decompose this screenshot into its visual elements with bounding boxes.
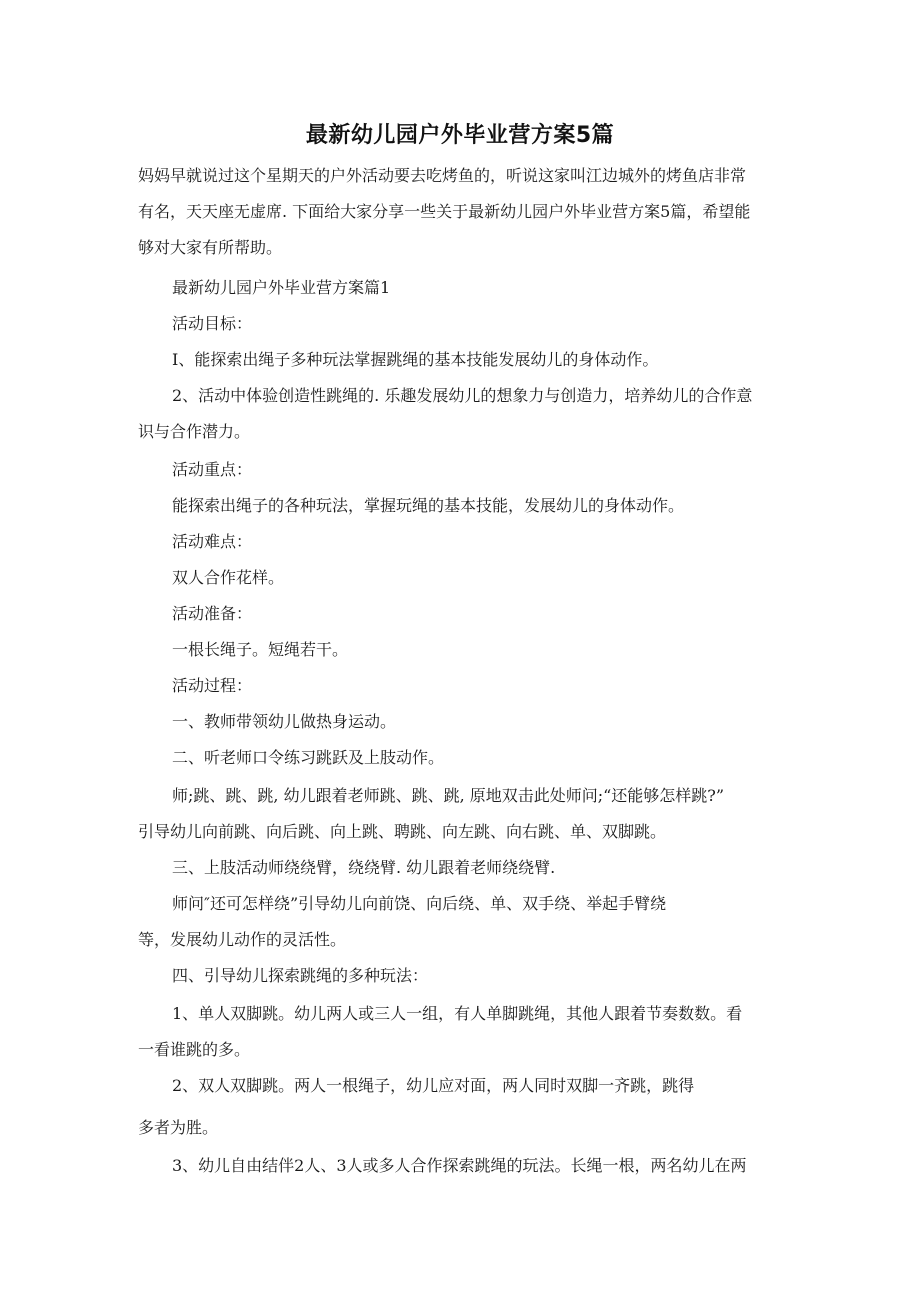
play-3-line-1: 3、幼儿自由结伴2人、3人或多人合作探索跳绳的玩法。长绳一根，两名幼儿在两 bbox=[172, 1156, 747, 1175]
step-4: 四、引导幼儿探索跳绳的多种玩法： bbox=[172, 966, 429, 985]
key-label: 活动重点： bbox=[172, 460, 253, 479]
prep-text: 一根长绳子。短绳若干。 bbox=[172, 640, 349, 659]
goals-label: 活动目标： bbox=[172, 314, 253, 333]
prep-label: 活动准备： bbox=[172, 604, 253, 623]
goal-1: I、能探索出绳子多种玩法掌握跳绳的基本技能发展幼儿的身体动作。 bbox=[172, 350, 659, 369]
intro-line-2: 有名，天天座无虚席. 下面给大家分享一些关于最新幼儿园户外毕业营方案5篇，希望能 bbox=[138, 202, 751, 221]
play-1-line-1: 1、单人双脚跳。幼儿两人或三人一组，有人单脚跳绳，其他人跟着节奏数数。看 bbox=[172, 1004, 743, 1023]
goal-2-line-2: 识与合作潜力。 bbox=[138, 422, 251, 441]
process-label: 活动过程： bbox=[172, 676, 253, 695]
step-3-detail-line-1: 师问″还可怎样绕”引导幼儿向前饶、向后绕、单、双手绕、举起手臂绕 bbox=[172, 894, 667, 913]
goal-2-line-1: 2、活动中体验创造性跳绳的. 乐趣发展幼儿的想象力与创造力，培养幼儿的合作意 bbox=[172, 386, 753, 405]
play-1-line-2: 一看谁跳的多。 bbox=[138, 1040, 251, 1059]
difficulty-text: 双人合作花样。 bbox=[172, 568, 285, 587]
play-2-line-2: 多者为胜。 bbox=[138, 1118, 219, 1137]
step-2-detail-line-2: 引导幼儿向前跳、向后跳、向上跳、聘跳、向左跳、向右跳、单、双脚跳。 bbox=[138, 822, 667, 841]
difficulty-label: 活动难点： bbox=[172, 532, 253, 551]
step-2-detail-line-1: 师;跳、跳、跳, 幼儿跟着老师跳、跳、跳, 原地双击此处师问;“还能够怎样跳?” bbox=[172, 786, 725, 805]
intro-line-1: 妈妈早就说过这个星期天的户外活动要去吃烤鱼的，听说这家叫江边城外的烤鱼店非常 bbox=[138, 166, 747, 185]
section-heading: 最新幼儿园户外毕业营方案篇1 bbox=[172, 278, 391, 297]
document-title: 最新幼儿园户外毕业营方案5篇 bbox=[305, 123, 615, 148]
step-3-detail-line-2: 等，发展幼儿动作的灵活性。 bbox=[138, 930, 347, 949]
step-1: 一、教师带领幼儿做热身运动。 bbox=[172, 712, 397, 731]
step-2: 二、听老师口令练习跳跃及上肢动作。 bbox=[172, 748, 445, 767]
step-3: 三、上肢活动师绕绕臂，绕绕臂. 幼儿跟着老师绕绕臂. bbox=[172, 858, 556, 877]
play-2-line-1: 2、双人双脚跳。两人一根绳子，幼儿应对面，两人同时双脚一齐跳，跳得 bbox=[172, 1076, 695, 1095]
intro-line-3: 够对大家有所帮助。 bbox=[138, 238, 283, 257]
key-text: 能探索出绳子的各种玩法，掌握玩绳的基本技能，发展幼儿的身体动作。 bbox=[172, 496, 685, 515]
